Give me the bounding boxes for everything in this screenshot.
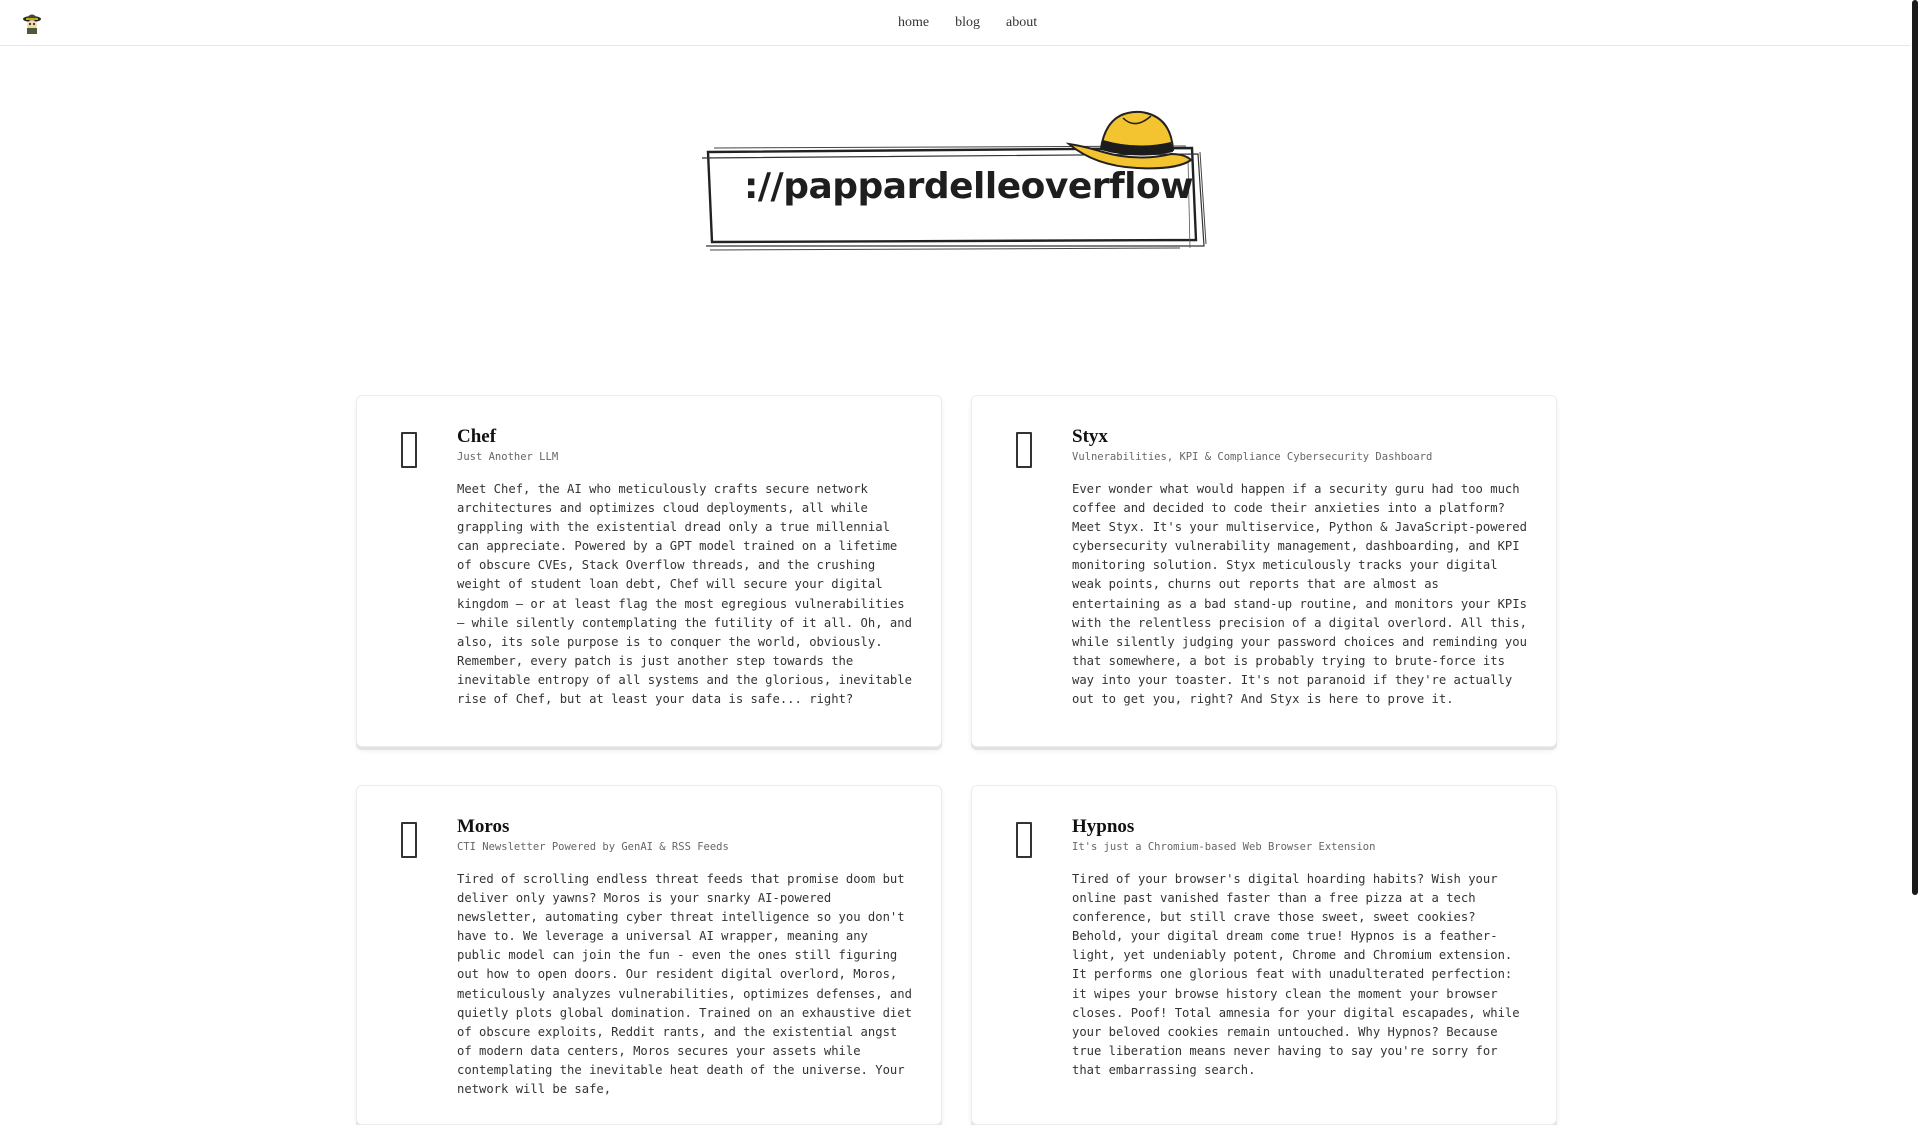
nav-about-link[interactable]: about — [1006, 15, 1038, 30]
scrollbar[interactable] — [1910, 0, 1920, 1080]
card-subtitle: It's just a Chromium-based Web Browser Extension — [1072, 841, 1376, 853]
card-subtitle: Just Another LLM — [457, 451, 559, 463]
project-card-styx[interactable] — [971, 395, 1557, 747]
nav-blog-link[interactable]: blog — [955, 15, 980, 30]
scrollbar-thumb[interactable] — [1912, 0, 1918, 895]
project-card-chef[interactable] — [356, 395, 942, 747]
project-card-moros[interactable] — [356, 785, 942, 1125]
card-subtitle: CTI Newsletter Powered by GenAI & RSS Feeds — [457, 841, 729, 853]
card-title[interactable]: Chef — [457, 426, 497, 447]
document-icon — [401, 432, 417, 468]
project-card-hypnos[interactable] — [971, 785, 1557, 1125]
hero-logo — [700, 100, 1220, 260]
document-icon — [1016, 822, 1032, 858]
nav-home-link[interactable]: home — [898, 15, 930, 30]
card-description: Meet Chef, the AI who meticulously crafts secure network architectures and optimizes cloud deployments, all while grappling with the existential dread only a true millennial can appreciate. Powered by a GPT model trained on a lifetime of obscure CVEs, Stack Overflow threads, and the crushing weight of student loan debt, Chef will secure your digital kingdom — or at least flag the most egregious vulnerabilities — while silently contemplating the futility of it all. Oh, and also, its sole purpose is to conquer the world, obviously. Remember, every patch is just another step towards the inevitable entropy of all systems and the glorious, inevitable rise of Chef, but at least your data is safe... right? — [457, 482, 912, 707]
card-description: Ever wonder what would happen if a security guru had too much coffee and decided to code their anxieties into a platform? Meet Styx. It's your multiservice, Python & JavaScript-powered cybersecurity vulnerability management, dashboarding, and KPI monitoring solution. Styx meticulously tracks your digital weak points, churns out reports that are almost as entertaining as a bad stand-up routine, and monitors your KPIs with the relentless precision of a digital overlord. All this, while silently judging your password choices and reminding you that somewhere, a bot is probably trying to brute-force its way into your toaster. It's not paranoid if they're actually out to get you, right? And Styx is here to prove it. — [1072, 482, 1527, 707]
card-description: Tired of your browser's digital hoarding habits? Wish your online past vanished faster than a free pizza at a tech conference, but still crave those sweet, sweet cookies? Behold, your digital dream come true! Hypnos is a feather-light, yet undeniably potent, Chrome and Chromium extension. It performs one glorious feat with unadulterated perfection: it wipes your browse history clean the moment your browser closes. Poof! Total amnesia for your digital escapades, while your beloved cookies remain untouched. Why Hypnos? Because true liberation means never having to say you're sorry for that embarrassing search. — [1072, 872, 1520, 1077]
document-icon — [401, 822, 417, 858]
card-subtitle: Vulnerabilities, KPI & Compliance Cybersecurity Dashboard — [1072, 451, 1433, 463]
card-title[interactable]: Hypnos — [1072, 816, 1135, 837]
site-title: ://pappardelleoverflow — [744, 166, 1193, 207]
card-description: Tired of scrolling endless threat feeds that promise doom but deliver only yawns? Moros is your snarky AI-powered newsletter, automating cyber threat intelligence so you don't have to. We leverage a universal AI wrapper, meaning any public model can join the fun - even the ones still figuring out how to open doors. Our resident digital overlord, Moros, meticulously analyzes vulnerabilities, optimizes defenses, and quietly plots global domination. Trained on an exhaustive diet of obscure exploits, Reddit rants, and the existential angst of modern data centers, Moros secures your assets while contemplating the inevitable heat death of the universe. Your network will be safe, — [457, 872, 912, 1097]
main-nav — [0, 0, 1910, 46]
top-navbar — [0, 0, 1910, 46]
document-icon — [1016, 432, 1032, 468]
card-title[interactable]: Styx — [1072, 426, 1108, 447]
card-title[interactable]: Moros — [457, 816, 510, 837]
